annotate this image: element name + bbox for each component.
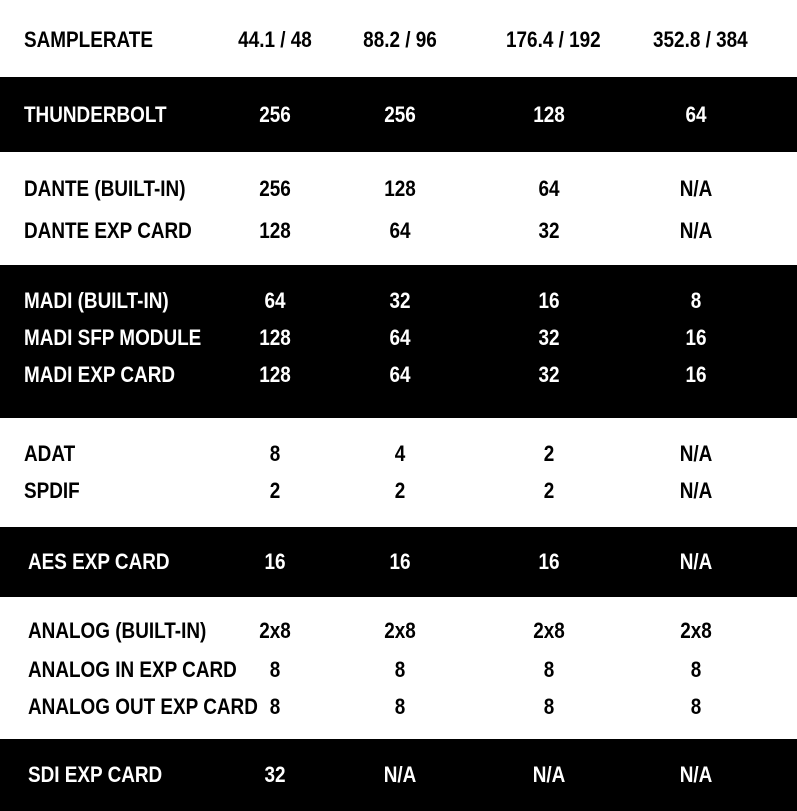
row-value: 16 <box>685 325 707 350</box>
row-value: N/A <box>679 549 713 574</box>
header-band <box>0 0 797 77</box>
row-label: ANALOG IN EXP CARD <box>28 657 237 682</box>
group-madi <box>0 265 797 418</box>
table-row <box>0 652 797 688</box>
row-label: ANALOG OUT EXP CARD <box>28 694 258 719</box>
row-value: 64 <box>264 288 286 313</box>
row-value: 8 <box>269 441 281 466</box>
group-aes <box>0 527 797 597</box>
row-value: 8 <box>269 657 281 682</box>
row-value: 2x8 <box>384 618 416 643</box>
row-value: 32 <box>264 762 286 787</box>
group-analog <box>0 597 797 739</box>
table-row <box>0 544 797 580</box>
group-thunderbolt <box>0 77 797 152</box>
row-value: 2x8 <box>259 618 291 643</box>
row-label: THUNDERBOLT <box>24 102 167 127</box>
row-value: 32 <box>538 362 560 387</box>
row-value: 8 <box>394 694 406 719</box>
row-label: AES EXP CARD <box>28 549 170 574</box>
row-value: 256 <box>384 102 416 127</box>
table-row <box>0 283 797 319</box>
row-value: N/A <box>679 176 713 201</box>
table-row <box>0 171 797 207</box>
table-row <box>0 689 797 725</box>
row-value: 16 <box>389 549 411 574</box>
row-value: 256 <box>259 176 291 201</box>
row-label: DANTE EXP CARD <box>24 218 192 243</box>
row-value: 2x8 <box>680 618 712 643</box>
group-adat-spdif <box>0 418 797 527</box>
row-value: 128 <box>259 325 291 350</box>
header-row <box>0 22 797 58</box>
row-value: N/A <box>679 478 713 503</box>
row-label: ANALOG (BUILT-IN) <box>28 618 207 643</box>
row-value: 128 <box>533 102 565 127</box>
row-value: 128 <box>259 362 291 387</box>
row-value: 4 <box>394 441 406 466</box>
table-row <box>0 97 797 133</box>
row-value: N/A <box>679 762 713 787</box>
row-value: 32 <box>538 325 560 350</box>
table-row <box>0 757 797 793</box>
row-label: MADI (BUILT-IN) <box>24 288 169 313</box>
row-value: 32 <box>389 288 411 313</box>
row-value: 2 <box>543 441 555 466</box>
row-value: 8 <box>543 694 555 719</box>
table-row <box>0 320 797 356</box>
row-label: MADI EXP CARD <box>24 362 176 387</box>
row-value: N/A <box>532 762 566 787</box>
row-value: 64 <box>389 325 411 350</box>
header-rate-4: 352.8 / 384 <box>653 27 748 52</box>
table-row <box>0 436 797 472</box>
row-label: ADAT <box>24 441 76 466</box>
group-dante <box>0 152 797 265</box>
row-value: 32 <box>538 218 560 243</box>
row-value: 8 <box>690 288 702 313</box>
row-value: 2 <box>269 478 281 503</box>
header-label: SAMPLERATE <box>24 27 153 52</box>
header-rate-3: 176.4 / 192 <box>506 27 601 52</box>
row-value: N/A <box>679 441 713 466</box>
table-row <box>0 613 797 649</box>
row-value: 8 <box>690 657 702 682</box>
row-label: SDI EXP CARD <box>28 762 163 787</box>
row-value: 8 <box>690 694 702 719</box>
row-value: 256 <box>259 102 291 127</box>
row-value: N/A <box>679 218 713 243</box>
row-value: 16 <box>538 549 560 574</box>
row-label: SPDIF <box>24 478 80 503</box>
row-value: 64 <box>389 362 411 387</box>
header-rate-2: 88.2 / 96 <box>363 27 437 52</box>
row-value: 16 <box>264 549 286 574</box>
table-row <box>0 213 797 249</box>
row-value: 16 <box>685 362 707 387</box>
row-value: 16 <box>538 288 560 313</box>
row-label: MADI SFP MODULE <box>24 325 202 350</box>
group-sdi <box>0 739 797 811</box>
row-value: 64 <box>685 102 707 127</box>
row-value: 2 <box>394 478 406 503</box>
table-row <box>0 473 797 509</box>
row-value: N/A <box>383 762 417 787</box>
row-value: 8 <box>543 657 555 682</box>
row-value: 64 <box>538 176 560 201</box>
row-value: 8 <box>394 657 406 682</box>
row-label: DANTE (BUILT-IN) <box>24 176 186 201</box>
table-row <box>0 357 797 393</box>
row-value: 128 <box>384 176 416 201</box>
row-value: 128 <box>259 218 291 243</box>
row-value: 8 <box>269 694 281 719</box>
header-rate-1: 44.1 / 48 <box>238 27 312 52</box>
row-value: 2 <box>543 478 555 503</box>
row-value: 64 <box>389 218 411 243</box>
row-value: 2x8 <box>533 618 565 643</box>
